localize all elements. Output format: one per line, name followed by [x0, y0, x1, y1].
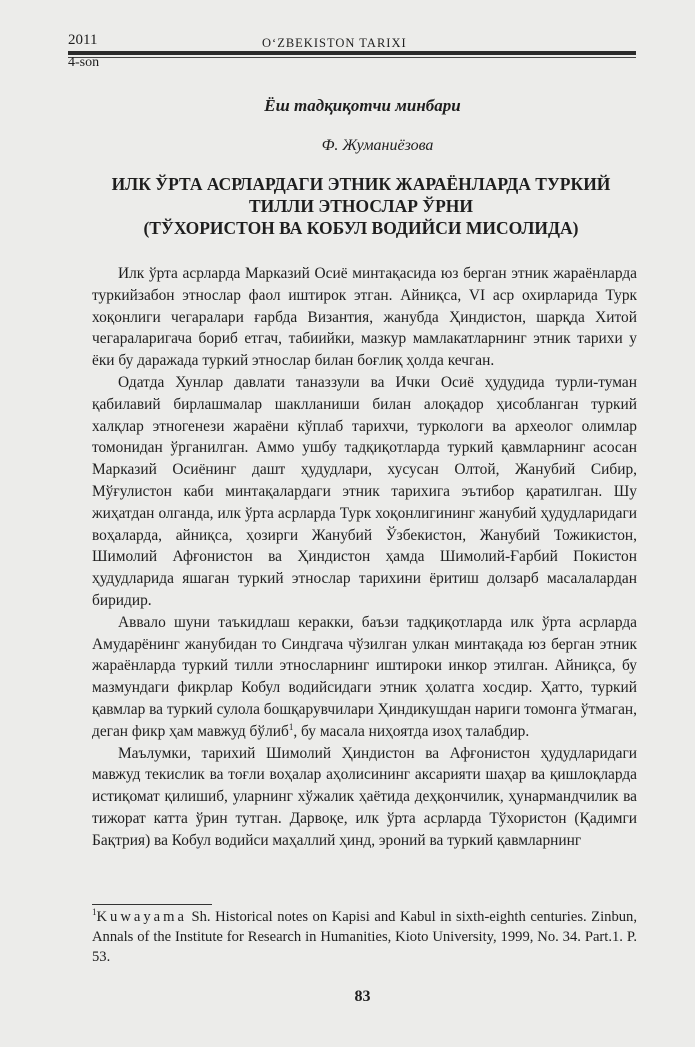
- title-line: ИЛК ЎРТА АСРЛАРДАГИ ЭТНИК ЖАРАЁНЛАРДА ТУРКИЙ: [111, 174, 611, 194]
- footnote: [92, 907, 637, 967]
- section-rubric: Ёш тадқиқотчи минбари: [264, 96, 461, 115]
- header-issue: 4-son: [68, 55, 100, 70]
- header-rule-thin: [68, 57, 636, 58]
- header-rule-thick: [68, 51, 636, 55]
- article-title: [96, 173, 626, 239]
- paragraph: Одатда Хунлар давлати таназзули ва Ички Осиё ҳудудида турли-туман қабилавий бирлашмалар шаклланиши билан алоқадор ҳисобланган туркий халқлар этногенези жараёни кўплаб тарихчи, туркологи ва археолог олимлар томонидан ўрганилган. Аммо ушбу тадқиқотларда туркий қавмларнинг асосан Марказий Осиёнинг дашт ҳудудлари, хусусан Олтой, Жанубий Сибир, Мўғулистон каби минтақалардаги этник тарихига эътибор қаратилган. Шу жиҳатдан олганда, илк ўрта асрларда Турк хоқонлигининг жанубий ҳудудларидаги воҳаларда, айниқса, ҳозирги Жанубий Ўзбекистон, Жанубий Тожикистон, Шимолий Афғонистон ва Ҳиндистон ҳамда Шимолий-Ғарбий Покистон ҳудудларида яшаган туркий этнослар тарихини ёритиш долзарб масалалардан биридир.: [92, 373, 637, 609]
- paragraph: Маълумки, тарихий Шимолий Ҳиндистон ва Афғонистон ҳудудларидаги мавжуд текислик ва тоғли воҳалар аҳолисининг аксарияти шаҳар ва қишлоқларда истиқомат қилишиб, уларнинг хўжалик ҳаётида деҳқончилик, ҳунармандчилик ва тижорат катта ўрин тутган. Дарвоқе, илк ўрта асрларда Тўхористон (Қадимги Бақтрия) ва Кобул водийси маҳаллий ҳинд, эроний ва туркий қавмларнинг: [92, 744, 637, 849]
- article-author: Ф. Жуманиёзова: [321, 137, 434, 154]
- paragraph-text: , бу масала ниҳоятда изоҳ талабдир.: [293, 722, 530, 740]
- title-line: (ТЎХОРИСТОН ВА КОБУЛ ВОДИЙСИ МИСОЛИДА): [143, 218, 579, 238]
- page-number: 83: [354, 988, 371, 1005]
- footnote-mark: 1: [92, 907, 97, 918]
- header-journal-name: O‘ZBEKISTON TARIXI: [262, 36, 407, 50]
- paragraph: Илк ўрта асрларда Марказий Осиё минтақасида юз берган этник жараёнларда туркийзабон этнослар фаол иштирок этган. Айниқса, VI аср охирларида Турк хоқонлиги чегаралари ғарбда Византия, жанубда Ҳиндистон, шарқда Хитой чегараларигача бориб етгач, табиийки, мазкур мамлакатларнинг этник тарихи у ёки бу даражада туркий этнослар билан боғлиқ ҳолда кечган.: [92, 265, 637, 370]
- article-body: [92, 263, 637, 852]
- footnote-author: Kuwayama: [96, 909, 187, 925]
- header-year: 2011: [68, 32, 98, 48]
- footnote-text: Sh. Historical notes on Kapisi and Kabul in sixth-eighth centuries. Zinbun, Annals of the Institute for Research in Humanities, Kioto University, 1999, No. 34. Part.1. P. 53.: [92, 909, 637, 965]
- paragraph-text: Аввало шуни таъкидлаш керакки, баъзи тадқиқотларда илк ўрта асрларда Амударёнинг жанубидан то Синдгача чўзилган улкан минтақада юз берган этник жараёнларда туркий тилли этносларнинг иштироки инкор этилган. Айниқса, бу мазмундаги фикрлар Кобул водийсидаги этник ҳолатга хосдир. Ҳатто, туркий қавмлар ва туркий сулола бошқарувчилари Ҳиндикушдан нариги томонга ўтмаган, деган фикр ҳам мавжуд бўлиб: [92, 613, 637, 740]
- footnote-ref: 1: [288, 721, 294, 732]
- paragraph: [92, 612, 637, 743]
- title-line: ТИЛЛИ ЭТНОСЛАР ЎРНИ: [248, 196, 474, 216]
- footnote-rule: [92, 904, 212, 905]
